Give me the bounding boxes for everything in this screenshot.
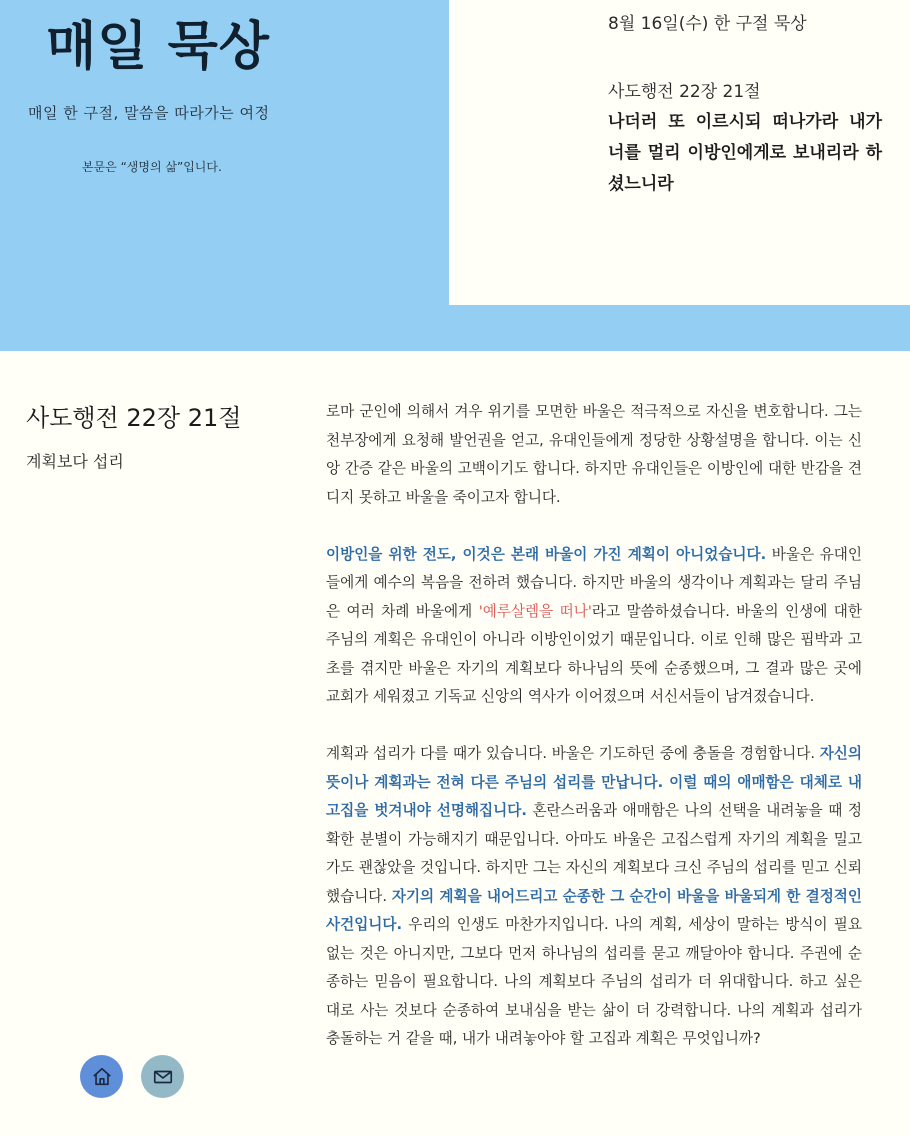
source-note: 본문은 “생명의 삶”입니다. bbox=[82, 160, 222, 174]
paragraph-text: 로마 군인에 의해서 겨우 위기를 모면한 바울은 적극적으로 자신을 변호합니다. 그는 천부장에게 요청해 발언권을 얻고, 유대인들에게 정당한 상황설명을 합니다. 이는 신앙 간증 같은 바울의 고백이기도 합니다. 하지만 유대인들은 이방인에 대한 반감을 견디지 못하고 바울을 죽이고자 합니다. bbox=[326, 403, 862, 506]
mail-button[interactable] bbox=[141, 1055, 184, 1098]
article-paragraph-1 bbox=[326, 398, 862, 512]
paragraph-text: 바울은 유대인들에게 예수의 복음을 전하려 했습니다. 하지만 바울의 생각이나 계획과는 달리 주님은 여러 차례 바울에게 bbox=[326, 545, 862, 620]
home-icon bbox=[91, 1066, 113, 1088]
paragraph-text: 계획과 섭리가 다를 때가 있습니다. 바울은 기도하던 중에 충돌을 경험합니다. bbox=[326, 745, 820, 762]
section-heading: 사도행전 22장 21절 bbox=[26, 404, 242, 432]
highlight-text: 이방인을 위한 전도, 이것은 본래 바울이 가진 계획이 아니었습니다. bbox=[326, 545, 767, 563]
meditation-article bbox=[326, 398, 862, 1082]
verse-card bbox=[449, 0, 910, 305]
highlight-text: 자신의 뜻이나 계획과는 전혀 다른 주님의 섭리를 만납니다. 이럴 때의 애매함은 대체로 내 고집을 벗겨내야 선명해집니다. bbox=[326, 745, 862, 819]
paragraph-text: 라고 말씀하셨습니다. 바울의 인생에 대한 주님의 계획은 유대인이 아니라 이방인이었기 때문입니다. 이로 인해 많은 핍박과 고초를 겪지만 바울은 자기의 계획보다 하나님의 뜻에 순종했으며, 그 결과 많은 곳에 교회가 세워졌고 기독교 신앙의 역사가 이어졌으며 서신서들이 남겨졌습니다. bbox=[326, 602, 862, 705]
section-subheading: 계획보다 섭리 bbox=[26, 452, 124, 471]
quote-text: '예루살렘을 떠나' bbox=[478, 602, 592, 620]
verse-text: 나더러 또 이르시되 떠나가라 내가 너를 멀리 이방인에게로 보내리라 하셨느니라 bbox=[608, 112, 882, 194]
verse-reference: 사도행전 22장 21절 bbox=[608, 82, 761, 102]
site-title: 매일 묵상 bbox=[46, 17, 271, 77]
paragraph-text: 우리의 인생도 마찬가지입니다. 나의 계획, 세상이 말하는 방식이 필요 없는 것은 아니지만, 그보다 먼저 하나님의 섭리를 묻고 깨달아야 합니다. 주권에 순종하는 믿음이 필요합니다. 나의 계획보다 주님의 섭리가 더 위대합니다. 하고 싶은 대로 사는 것보다 순종하여 보내심을 받는 삶이 더 강력합니다. 나의 계획과 섭리가 충돌하는 거 같을 때, 내가 내려놓아야 할 고집과 계획은 무엇입니까? bbox=[326, 916, 862, 1047]
article-paragraph-2 bbox=[326, 541, 862, 712]
verse-date: 8월 16일(수) 한 구절 묵상 bbox=[608, 14, 807, 34]
article-paragraph-3 bbox=[326, 740, 862, 1054]
mail-icon bbox=[152, 1066, 174, 1088]
site-subtitle: 매일 한 구절, 말씀을 따라가는 여정 bbox=[28, 104, 270, 122]
highlight-text: 자기의 계획을 내어드리고 순종한 그 순간이 바울을 바울되게 한 결정적인 사건입니다. bbox=[326, 887, 862, 933]
home-button[interactable] bbox=[80, 1055, 123, 1098]
paragraph-text: 혼란스러움과 애매함은 나의 선택을 내려놓을 때 정확한 분별이 가능해지기 때문입니다. 아마도 바울은 고집스럽게 자기의 계획을 밀고 가도 괜찮았을 것입니다. 하지만 그는 자신의 계획보다 크신 주님의 섭리를 믿고 신뢰했습니다. bbox=[326, 802, 862, 905]
